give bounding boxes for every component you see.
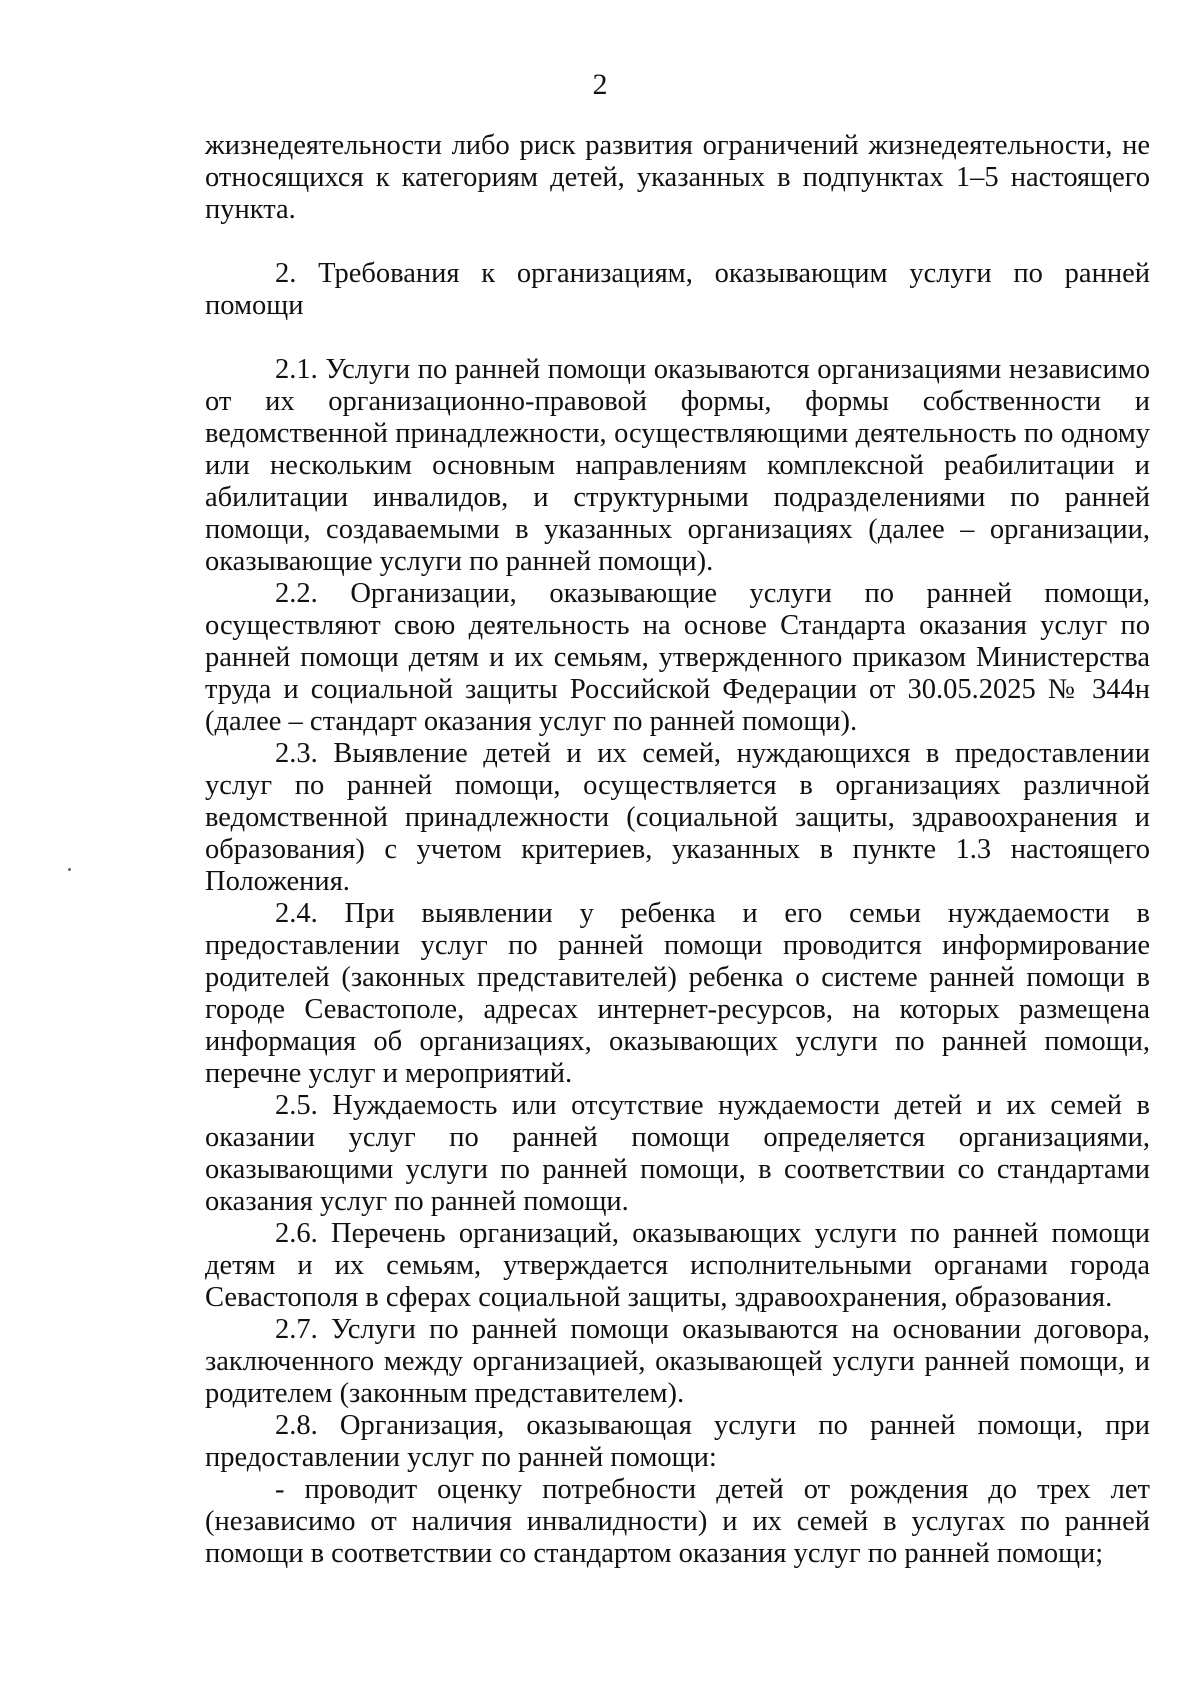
paragraph-2-2: 2.2. Организации, оказывающие услуги по ранней помощи, осуществляют свою деятельность на основе Стандарта оказания услуг по ранней помощи детям и их семьям, утвержденного приказом Министерства труда и социальной защиты Российской Федерации от 30.05.2025 № 344н (далее – стандарт оказания услуг по ранней помощи). [205, 578, 1150, 737]
paragraph-gap [205, 322, 1150, 354]
paragraph-continuation: жизнедеятельности либо риск развития ограничений жизнедеятельности, не относящихся к категориям детей, указанных в подпунктах 1–5 настоящего пункта. [205, 130, 1150, 225]
scan-artifact [68, 868, 71, 871]
paragraph-2-7: 2.7. Услуги по ранней помощи оказываются на основании договора, заключенного между организацией, оказывающей услуги ранней помощи, и родителем (законным представителем). [205, 1314, 1150, 1409]
paragraph-2-5: 2.5. Нуждаемость или отсутствие нуждаемости детей и их семей в оказании услуг по ранней помощи определяется организациями, оказывающими услуги по ранней помощи, в соответствии со стандартами оказания услуг по ранней помощи. [205, 1090, 1150, 1217]
paragraph-gap [205, 226, 1150, 258]
section-heading: 2. Требования к организациям, оказывающим услуги по ранней помощи [205, 258, 1150, 321]
paragraph-2-1: 2.1. Услуги по ранней помощи оказываются организациями независимо от их организационно-правовой формы, формы собственности и ведомственной принадлежности, осуществляющими деятельность по одному или нескольким основным направлениям комплексной реабилитации и абилитации инвалидов, и структурными подразделениями по ранней помощи, создаваемыми в указанных организациях (далее – организации, оказывающие услуги по ранней помощи). [205, 354, 1150, 577]
page-number: 2 [592, 68, 608, 101]
paragraph-2-4: 2.4. При выявлении у ребенка и его семьи нуждаемости в предоставлении услуг по ранней помощи проводится информирование родителей (законных представителей) ребенка о системе ранней помощи в городе Севастополе, адресах интернет-ресурсов, на которых размещена информация об организациях, оказывающих услуги по ранней помощи, перечне услуг и мероприятий. [205, 898, 1150, 1089]
list-item: - проводит оценку потребности детей от рождения до трех лет (независимо от наличия инвалидности) и их семей в услугах по ранней помощи в соответствии со стандартом оказания услуг по ранней помощи; [205, 1474, 1150, 1569]
document-body [205, 130, 1150, 1570]
paragraph-2-8: 2.8. Организация, оказывающая услуги по ранней помощи, при предоставлении услуг по ранней помощи: [205, 1410, 1150, 1473]
paragraph-2-6: 2.6. Перечень организаций, оказывающих услуги по ранней помощи детям и их семьям, утверждается исполнительными органами города Севастополя в сферах социальной защиты, здравоохранения, образования. [205, 1218, 1150, 1313]
paragraph-2-3: 2.3. Выявление детей и их семей, нуждающихся в предоставлении услуг по ранней помощи, осуществляется в организациях различной ведомственной принадлежности (социальной защиты, здравоохранения и образования) с учетом критериев, указанных в пункте 1.3 настоящего Положения. [205, 738, 1150, 897]
